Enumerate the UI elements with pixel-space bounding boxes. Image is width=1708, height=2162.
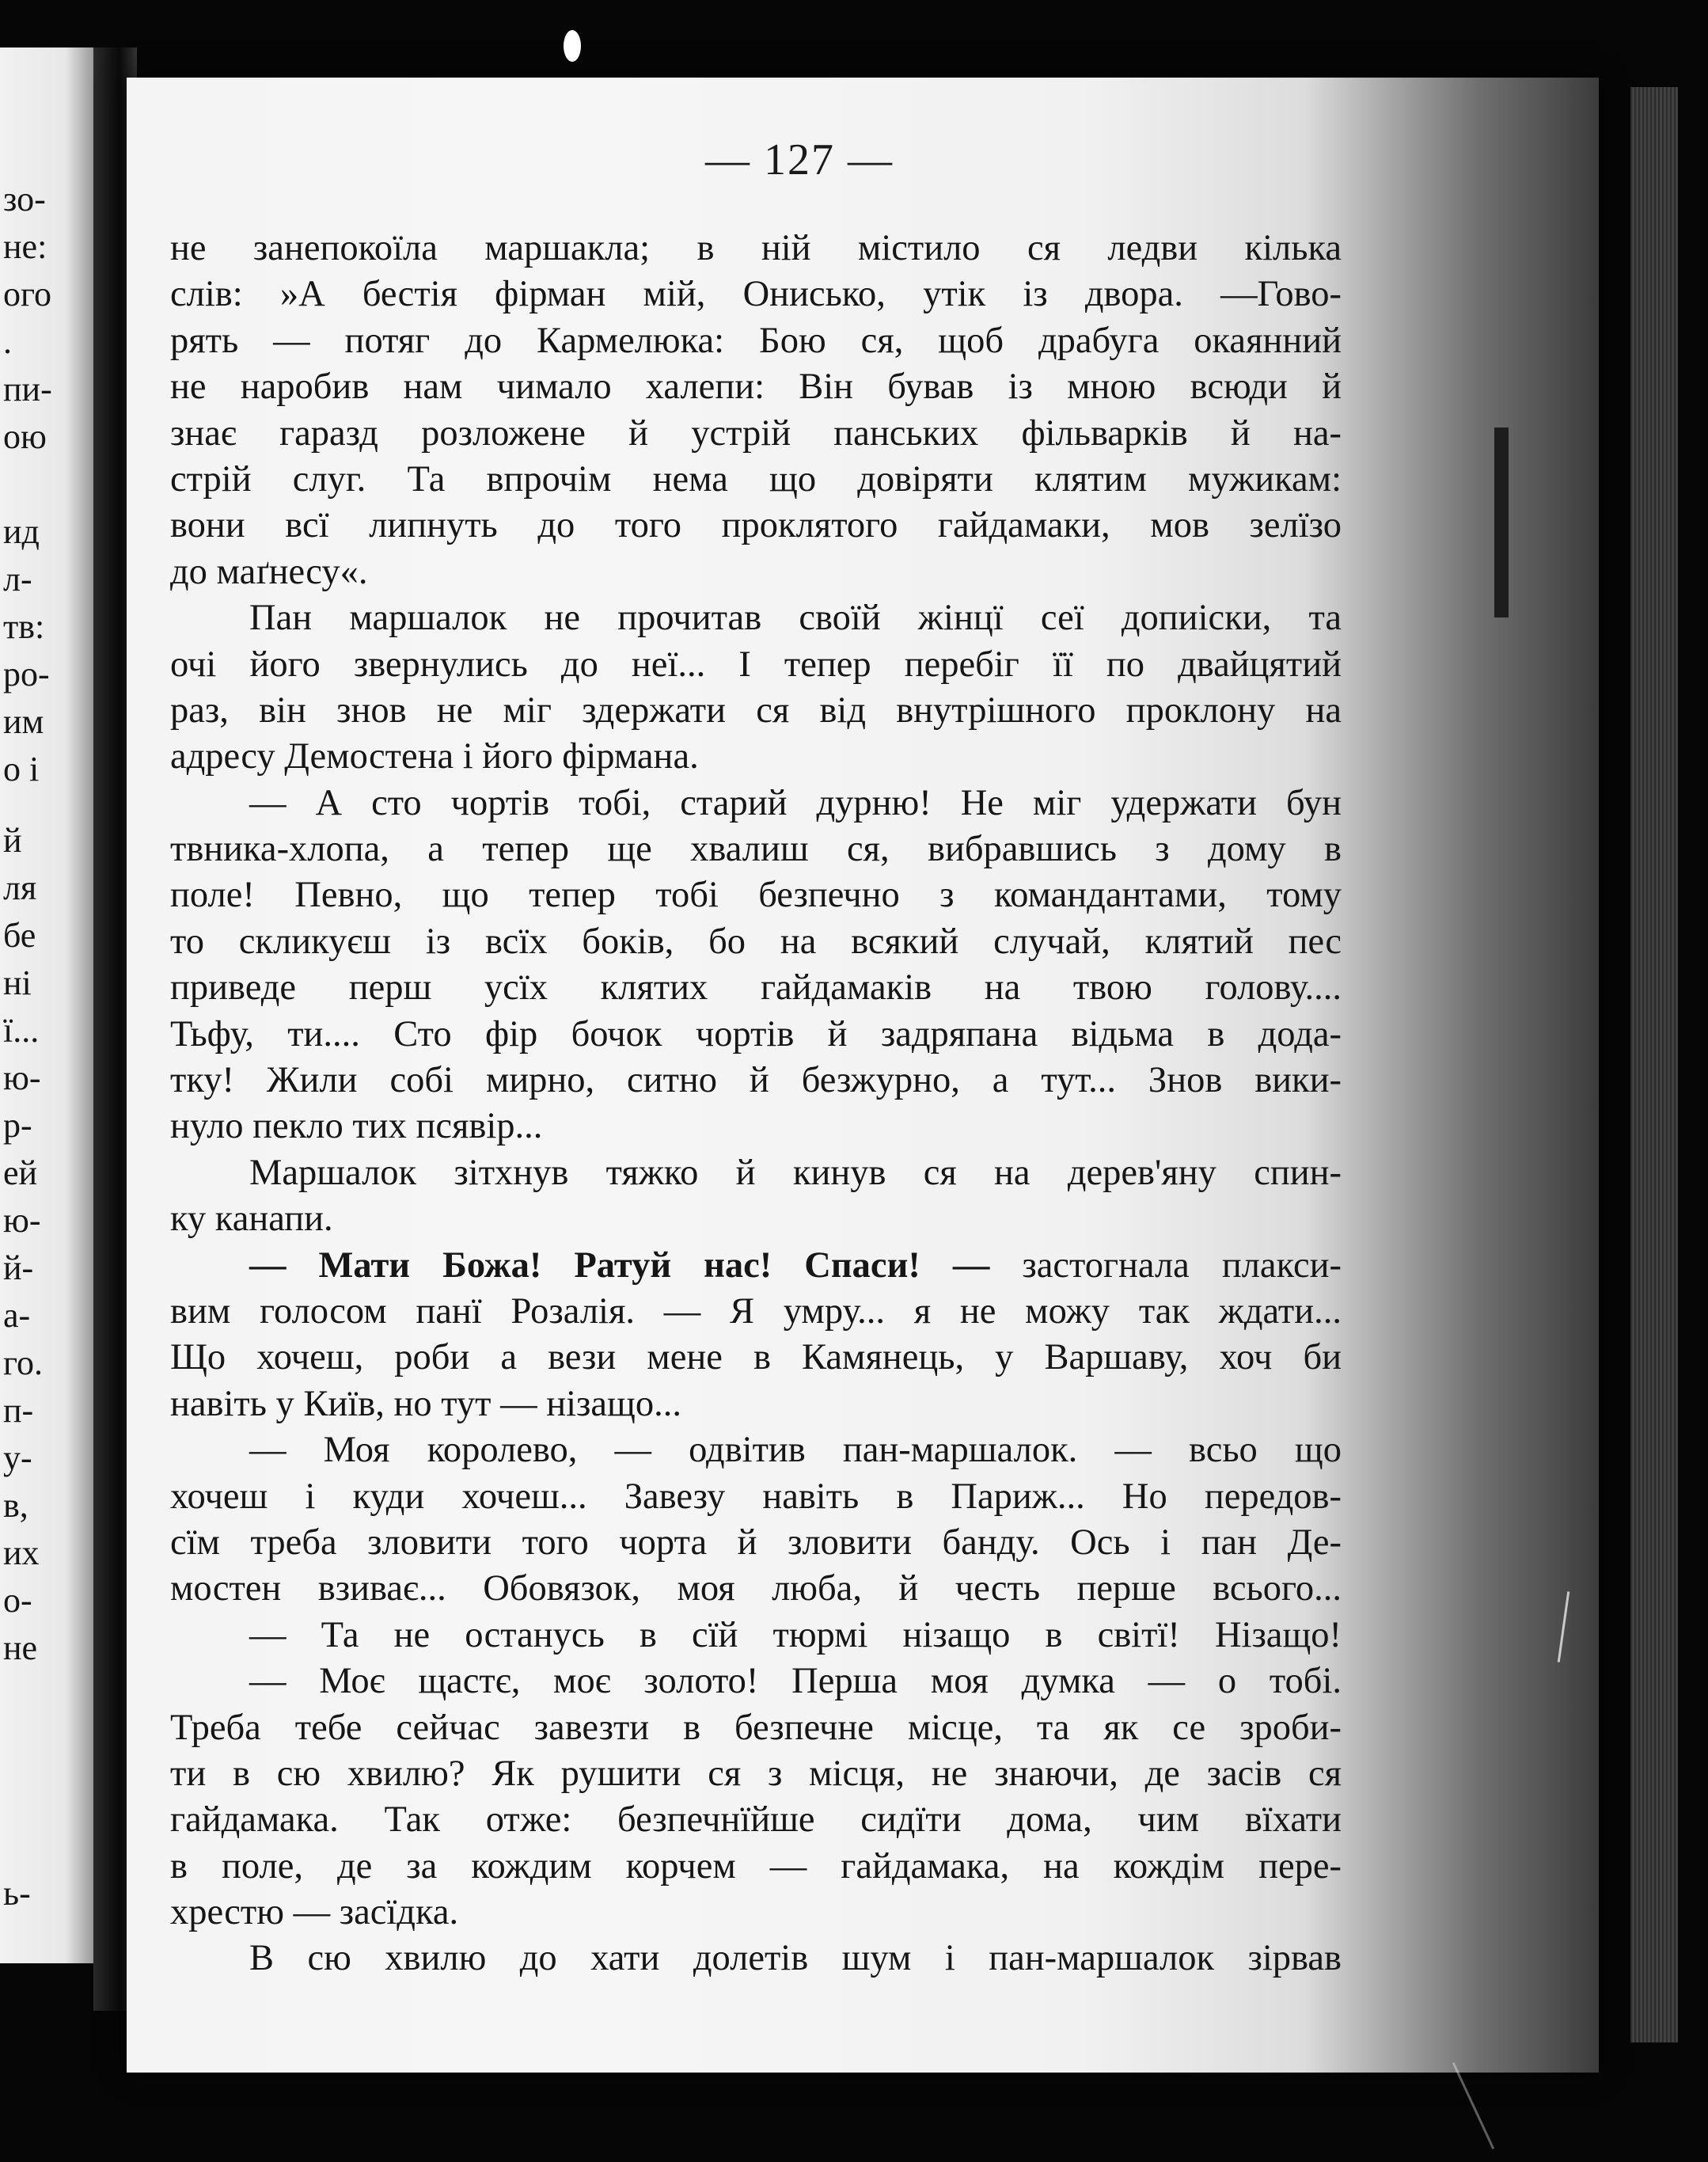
text-line: — Моя королево, — одвітив пан-маршалок. — всьо що <box>249 1430 1342 1471</box>
text-line: хочеш і куди хочеш... Завезу навіть в Париж... Но передов- <box>170 1476 1342 1517</box>
text-line: Тьфу, ти.... Сто фір бочок чортів й задряпана відьма в дода- <box>170 1013 1342 1054</box>
text-line: Що хочеш, роби а вези мене в Камянець, у Варшаву, хоч би <box>170 1337 1342 1378</box>
text-line: — А сто чортів тобі, старий дурню! Не міг удержати бун <box>249 782 1342 823</box>
left-page-text-fragment: ї... <box>3 1011 40 1050</box>
text-line: знає гаразд розложене й устрій панських фільварків й на- <box>170 412 1342 454</box>
page-edges <box>1630 87 1678 2042</box>
text-line: до маґнесу«. <box>170 551 368 592</box>
text-line: рять — потяг до Кармелюка: Бою ся, щоб драбуга окаянний <box>170 320 1342 361</box>
left-page-text-fragment: ро- <box>3 655 50 693</box>
text-line: нуло пекло тих псявір... <box>170 1106 543 1147</box>
left-page-text-fragment: ей <box>3 1153 38 1192</box>
left-page-text-fragment: их <box>3 1533 40 1572</box>
left-page-text-fragment: ид <box>3 512 40 551</box>
text-line: навіть у Київ, но тут — нізащо... <box>170 1383 681 1424</box>
left-page-text-fragment: ю- <box>3 1058 41 1097</box>
text-line: — Та не останусь в сїй тюрмі нізащо в світї! Нізащо! <box>249 1614 1342 1655</box>
text-line: поле! Певно, що тепер тобі безпечно з командантами, тому <box>170 875 1342 916</box>
left-page-text-fragment: ою <box>3 417 47 456</box>
text-line: Пан маршалок не прочитав своїй жінцї сеї допиіски, та <box>249 598 1342 639</box>
bold-dialogue: — Мати Божа! Ратуй нас! Спаси! — <box>249 1244 990 1286</box>
left-page-text-fragment: ого <box>3 275 51 313</box>
left-page-text-fragment: о- <box>3 1581 32 1620</box>
text-line: ку канапи. <box>170 1199 333 1240</box>
text-line: стрій слуг. Та впрочім нема що довіряти клятим мужикам: <box>170 458 1342 500</box>
text-line: ти в сю хвилю? Як рушити ся з місця, не знаючи, де засів ся <box>170 1753 1342 1794</box>
text-line: вони всї липнуть до того проклятого гайдамаки, мов зелїзо <box>170 505 1342 546</box>
left-page-text-fragment: тв: <box>3 607 45 646</box>
text-line: Треба тебе сейчас завезти в безпечне місце, та як се зроби- <box>170 1707 1342 1748</box>
left-page-text-fragment: й- <box>3 1248 34 1287</box>
text-line: сїм треба зловити того чорта й зловити банду. Ось і пан Де- <box>170 1522 1342 1563</box>
left-page-text-fragment: п- <box>3 1391 34 1430</box>
text-line: в поле, де за кождим корчем — гайдамака, на кождім пере- <box>170 1845 1342 1887</box>
text-line: адресу Демостена і його фірмана. <box>170 736 699 777</box>
text-line: очі його звернулись до неї... І тепер перебіг її по двайцятий <box>170 644 1342 685</box>
text-line: слів: »А бестія фірман мій, Онисько, утік із двора. —Гово- <box>170 274 1342 315</box>
scan-speck <box>564 30 581 62</box>
left-page-text-fragment: не <box>3 1628 38 1667</box>
left-page-text-fragment: пи- <box>3 370 52 408</box>
left-page-text-fragment: р- <box>3 1106 32 1145</box>
left-page-text-fragment: л- <box>3 560 32 598</box>
left-page-text-fragment: ні <box>3 963 32 1002</box>
binding-shadow-mark <box>1494 427 1509 617</box>
page-text-block <box>170 226 1342 1982</box>
left-page-text-fragment: ля <box>3 868 37 907</box>
line-text: застогнала плакси- <box>989 1244 1342 1286</box>
page-number: — 127 — <box>705 135 894 184</box>
left-page-text-fragment: не: <box>3 227 47 266</box>
text-line <box>170 1243 1342 1289</box>
left-page-text-fragment: ю- <box>3 1201 41 1240</box>
left-page-text-fragment: . <box>3 322 12 361</box>
text-line: то скликуєш із всїх боків, бо на всякий случай, клятий пес <box>170 921 1342 962</box>
left-page-text-fragment: ь- <box>3 1874 31 1913</box>
text-line: не наробив нам чимало халепи: Він бував із мною всюди й <box>170 367 1342 408</box>
left-page-edge <box>0 47 93 1963</box>
text-line: тку! Жили собі мирно, ситно й безжурно, а тут... Знов вики- <box>170 1060 1342 1101</box>
text-line: — Моє щастє, моє золото! Перша моя думка — о тобі. <box>249 1661 1342 1702</box>
text-line: раз, він знов не міг здержати ся від внутрішного проклону на <box>170 690 1342 731</box>
left-page-text-fragment: в, <box>3 1486 28 1525</box>
text-line: приведе перш усїх клятих гайдамаків на твою голову.... <box>170 967 1342 1009</box>
left-page-text-fragment: зо- <box>3 180 46 218</box>
text-line: мостен взиває... Обовязок, моя люба, й честь перше всього... <box>170 1568 1342 1609</box>
left-page-text-fragment: о і <box>3 750 40 788</box>
text-line: хрестю — засїдка. <box>170 1892 459 1933</box>
text-line: вим голосом панї Розалія. — Я умру... я не можу так ждати... <box>170 1290 1342 1332</box>
text-line: В сю хвилю до хати долетів шум і пан-маршалок зірвав <box>249 1938 1342 1979</box>
left-page-text-fragment: го. <box>3 1343 43 1382</box>
left-page-text-fragment: им <box>3 702 44 741</box>
left-page-text-fragment: а- <box>3 1296 31 1335</box>
text-line: твника-хлопа, а тепер ще хвалиш ся, вибравшись з дому в <box>170 829 1342 870</box>
text-line: Маршалок зітхнув тяжко й кинув ся на дерев'яну спин- <box>249 1152 1342 1193</box>
text-line: гайдамака. Так отже: безпечнїйше сидїти дома, чим вїхати <box>170 1799 1342 1841</box>
text-line: не занепокоїла маршакла; в ній містило ся ледви кілька <box>170 228 1342 268</box>
left-page-text-fragment: у- <box>3 1438 32 1477</box>
left-page-text-fragment: й <box>3 821 22 860</box>
left-page-text-fragment: бе <box>3 916 36 955</box>
